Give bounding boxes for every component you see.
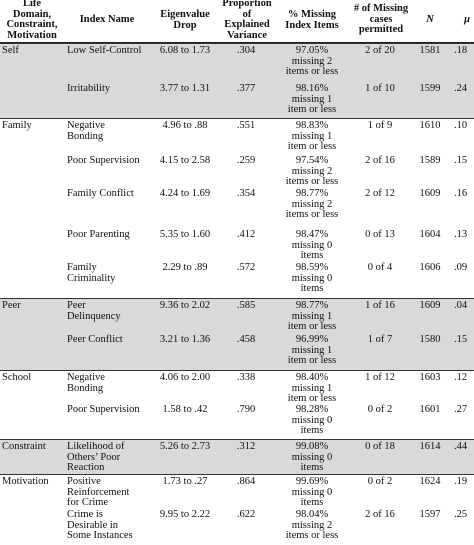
eigenvalue-drop: 5.35 to 1.60	[159, 229, 211, 240]
mu-value: .15	[454, 155, 468, 166]
index-name: Crime is Desirable in Some Instances	[67, 509, 133, 541]
index-name: Family Conflict	[67, 188, 134, 199]
missing-cases-permitted: 2 of 16	[365, 509, 395, 520]
missing-cases-permitted: 1 of 9	[367, 120, 393, 131]
n-value: 1614	[419, 441, 441, 452]
missing-index-items: 98.28% missing 0 items	[291, 404, 333, 436]
index-name: Family Criminality	[67, 262, 116, 284]
mu-value: .44	[454, 441, 468, 452]
n-value: 1601	[419, 404, 441, 415]
mu-value: .13	[454, 229, 468, 240]
eigenvalue-drop: 1.73 to .27	[162, 476, 208, 487]
n-value: 1580	[419, 334, 441, 345]
n-value: 1609	[419, 300, 441, 311]
missing-cases-permitted: 0 of 2	[367, 476, 393, 487]
domain-label: Peer	[2, 300, 21, 311]
table-row	[0, 298, 474, 334]
index-name: Poor Parenting	[67, 229, 130, 240]
explained-variance: .377	[236, 83, 256, 94]
explained-variance: .412	[236, 229, 256, 240]
index-name: Positive Reinforcement for Crime	[67, 476, 130, 508]
mu-value: .19	[454, 476, 468, 487]
header-mu: μ	[464, 14, 470, 25]
index-name: Peer Delinquency	[67, 300, 121, 322]
table-row	[0, 333, 474, 370]
index-name: Irritability	[67, 83, 111, 94]
explained-variance: .304	[236, 45, 256, 56]
eigenvalue-drop: 4.15 to 2.58	[159, 155, 211, 166]
explained-variance: .585	[236, 300, 256, 311]
missing-cases-permitted: 1 of 16	[365, 300, 395, 311]
mu-value: .15	[454, 334, 468, 345]
header-n: N	[426, 14, 434, 25]
missing-index-items: 97.05% missing 2 items or less	[285, 45, 339, 77]
mu-value: .18	[454, 45, 468, 56]
missing-index-items: 99.69% missing 0 items	[291, 476, 333, 508]
explained-variance: .622	[236, 509, 256, 520]
n-value: 1597	[419, 509, 441, 520]
mu-value: .25	[454, 509, 468, 520]
index-name: Likelihood of Others’ Poor Reaction	[67, 441, 125, 473]
missing-cases-permitted: 0 of 18	[365, 441, 395, 452]
explained-variance: .864	[236, 476, 256, 487]
table-row	[0, 154, 474, 187]
missing-cases-permitted: 0 of 13	[365, 229, 395, 240]
eigenvalue-drop: 3.77 to 1.31	[159, 83, 211, 94]
missing-cases-permitted: 2 of 16	[365, 155, 395, 166]
n-value: 1606	[419, 262, 441, 273]
missing-cases-permitted: 0 of 2	[367, 404, 393, 415]
table-row	[0, 187, 474, 228]
explained-variance: .551	[236, 120, 256, 131]
index-name: Poor Supervision	[67, 155, 140, 166]
n-value: 1581	[419, 45, 441, 56]
missing-index-items: 98.47% missing 0 items	[291, 229, 333, 261]
header-eigenvalue: Eigenvalue Drop	[160, 9, 210, 31]
domain-label: Constraint	[2, 441, 46, 452]
domain-label: Motivation	[2, 476, 49, 487]
mu-value: .27	[454, 404, 468, 415]
explained-variance: .458	[236, 334, 256, 345]
mu-value: .12	[454, 372, 468, 383]
missing-cases-permitted: 2 of 12	[365, 188, 395, 199]
mu-value: .10	[454, 120, 468, 131]
missing-index-items: 98.59% missing 0 items	[291, 262, 333, 294]
missing-cases-permitted: 1 of 10	[365, 83, 395, 94]
missing-cases-permitted: 2 of 20	[365, 45, 395, 56]
index-name: Low Self-Control	[67, 45, 142, 56]
missing-cases-permitted: 1 of 7	[367, 334, 393, 345]
explained-variance: .354	[236, 188, 256, 199]
explained-variance: .572	[236, 262, 256, 273]
index-name: Poor Supervision	[67, 404, 140, 415]
n-value: 1599	[419, 83, 441, 94]
eigenvalue-drop: 9.95 to 2.22	[159, 509, 211, 520]
domain-label: School	[2, 372, 32, 383]
table-header	[0, 0, 474, 43]
missing-cases-permitted: 1 of 12	[365, 372, 395, 383]
header-missing-cases: # of Missing cases permitted	[353, 3, 409, 35]
missing-index-items: 99.08% missing 0 items	[291, 441, 333, 473]
missing-index-items: 98.83% missing 1 item or less	[287, 120, 337, 152]
table-row	[0, 439, 474, 475]
missing-index-items: 97.54% missing 2 items or less	[285, 155, 339, 187]
table-row	[0, 508, 474, 545]
explained-variance: .312	[236, 441, 256, 452]
missing-index-items: 98.77% missing 2 items or less	[285, 188, 339, 220]
missing-cases-permitted: 0 of 4	[367, 262, 393, 273]
missing-index-items: 96.99% missing 1 item or less	[287, 334, 337, 366]
eigenvalue-drop: 3.21 to 1.36	[159, 334, 211, 345]
eigenvalue-drop: 4.96 to .88	[162, 120, 208, 131]
header-proportion: Proportion of Explained Variance	[222, 0, 272, 41]
domain-label: Family	[2, 120, 32, 131]
header-domain: Life Domain, Constraint, Motivation	[6, 0, 58, 41]
mu-value: .24	[454, 83, 468, 94]
n-value: 1603	[419, 372, 441, 383]
n-value: 1610	[419, 120, 441, 131]
eigenvalue-drop: 1.58 to .42	[162, 404, 208, 415]
eigenvalue-drop: 5.26 to 2.73	[159, 441, 211, 452]
table-row	[0, 370, 474, 404]
mu-value: .09	[454, 262, 468, 273]
index-name: Peer Conflict	[67, 334, 123, 345]
index-name: Negative Bonding	[67, 120, 105, 142]
n-value: 1624	[419, 476, 441, 487]
n-value: 1604	[419, 229, 441, 240]
header-index-name: Index Name	[79, 14, 135, 25]
n-value: 1609	[419, 188, 441, 199]
explained-variance: .790	[236, 404, 256, 415]
eigenvalue-drop: 9.36 to 2.02	[159, 300, 211, 311]
missing-index-items: 98.04% missing 2 items or less	[285, 509, 339, 541]
eigenvalue-drop: 6.08 to 1.73	[159, 45, 211, 56]
n-value: 1589	[419, 155, 441, 166]
missing-index-items: 98.77% missing 1 item or less	[287, 300, 337, 332]
table-row	[0, 43, 474, 83]
explained-variance: .259	[236, 155, 256, 166]
index-name: Negative Bonding	[67, 372, 105, 394]
mu-value: .16	[454, 188, 468, 199]
table-row	[0, 82, 474, 118]
mu-value: .04	[454, 300, 468, 311]
table-row	[0, 403, 474, 439]
missing-index-items: 98.16% missing 1 item or less	[287, 83, 337, 115]
table-row	[0, 118, 474, 155]
eigenvalue-drop: 4.06 to 2.00	[159, 372, 211, 383]
header-missing-items: % Missing Index Items	[285, 9, 339, 31]
explained-variance: .338	[236, 372, 256, 383]
domain-label: Self	[2, 45, 19, 56]
table-row	[0, 228, 474, 261]
table-row	[0, 474, 474, 509]
eigenvalue-drop: 4.24 to 1.69	[159, 188, 211, 199]
table-row	[0, 261, 474, 298]
eigenvalue-drop: 2.29 to .89	[162, 262, 208, 273]
missing-index-items: 98.40% missing 1 item or less	[287, 372, 337, 404]
